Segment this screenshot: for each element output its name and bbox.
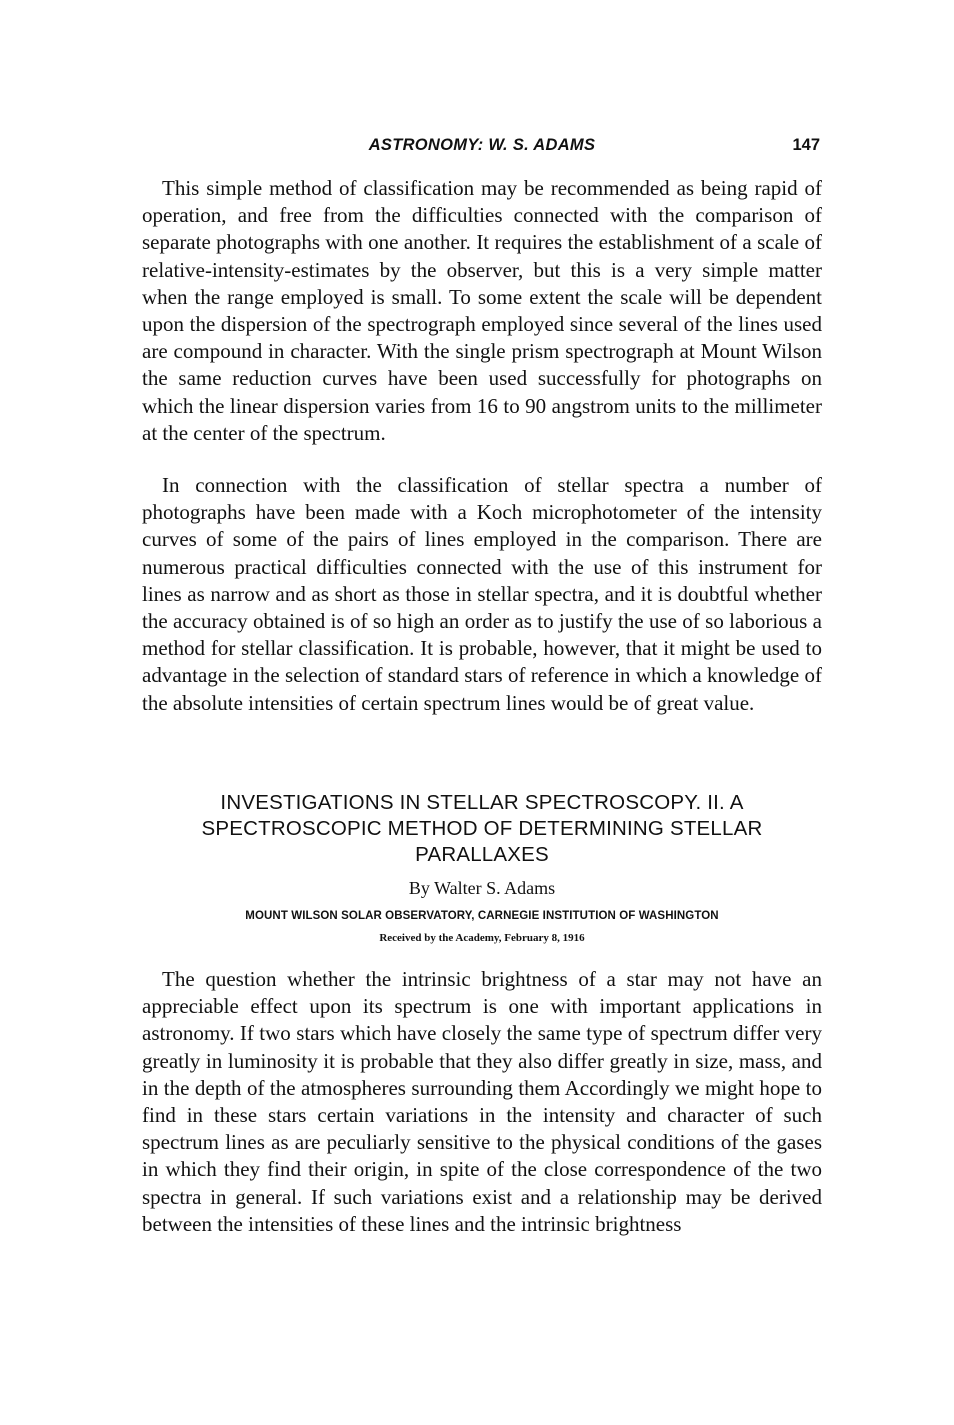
body-paragraph: In connection with the classification of stellar spectra a number of photographs have been made with a Koch microphotometer of the intensity curves of some of the pairs of lines employed in the comparison. There are numerous practical difficulties connected with the use of this instrument for lines as narrow and as short as those in stellar spectra, and it is doubtful whether the accuracy obtained is of so high an order as to justify the use of so laborious a method for stellar classification. It is probable, however, that it might be used to advantage in the selection of standard stars of reference in which a knowledge of the absolute intensities of certain spectrum lines would be of great value. <box>142 473 822 715</box>
running-title: ASTRONOMY: W. S. ADAMS <box>368 136 596 154</box>
article-title: INVESTIGATIONS IN STELLAR SPECTROSCOPY. II. A SPECTROSCOPIC METHOD OF DETERMINING STELLAR PARALLAXES <box>201 791 763 866</box>
article-paragraph: The question whether the intrinsic brightness of a star may not have an appreciable effect upon its spectrum is one with important applications in astronomy. If two stars which have closely the same type of spectrum differ very greatly in luminosity it is probable that they also differ greatly in size, mass, and in the depth of the atmospheres surrounding them Accordingly we might hope to find in these stars certain variations in the intensity and character of such spectrum lines as are peculiarly sensitive to the physical conditions of the gases in which they find their origin, in spite of the close correspondence of the two spectra in general. If such variations exist and a relationship may be derived between the intensities of these lines and the intrinsic brightness <box>142 967 822 1236</box>
author-byline: By Walter S. Adams <box>408 878 556 898</box>
page-number: 147 <box>792 136 820 154</box>
received-date: Received by the Academy, February 8, 1916 <box>379 932 585 944</box>
running-head <box>142 136 822 160</box>
author-affiliation: MOUNT WILSON SOLAR OBSERVATORY, CARNEGIE INSTITUTION OF WASHINGTON <box>245 910 719 922</box>
body-paragraph: This simple method of classification may be recommended as being rapid of operation, and free from the difficulties connected with the comparison of separate photographs with one another. It requires the establishment of a scale of relative-intensity-estimates by the observer, but this is a very simple matter when the range employed is small. To some extent the scale will be dependent upon the dispersion of the spectrograph employed since several of the lines used are compound in character. With the single prism spectrograph at Mount Wilson the same reduction curves have been used successfully for photographs on which the linear dispersion varies from 16 to 90 angstrom units to the millimeter at the center of the spectrum. <box>142 176 822 445</box>
